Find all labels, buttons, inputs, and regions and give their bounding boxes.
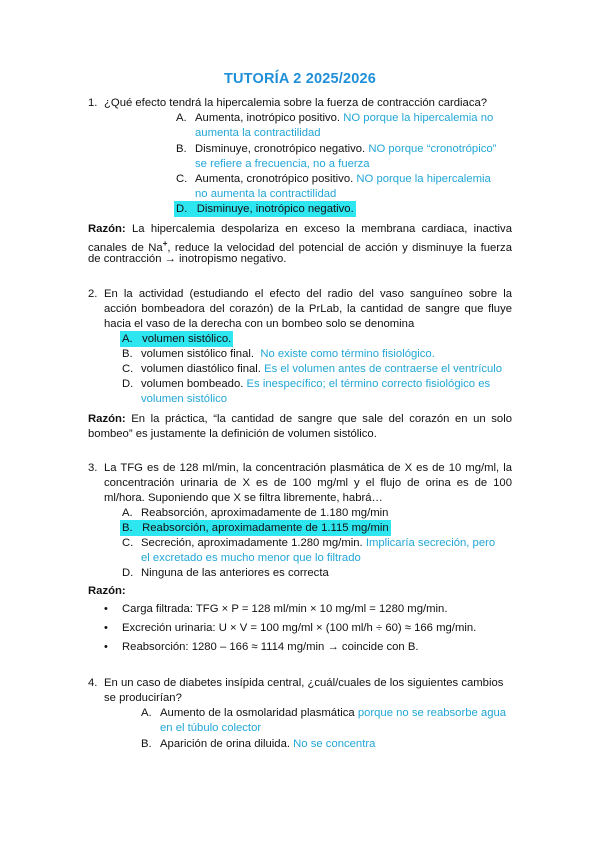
question-text: ¿Qué efecto tendrá la hipercalemia sobre la fuerza de contracción cardiaca? — [104, 97, 488, 109]
bullet-dot: • — [104, 641, 108, 653]
option-c: volumen diastólico final. Es el volumen antes de contraerse el ventrículo — [141, 363, 503, 375]
option-letter: B. — [141, 738, 152, 750]
option-letter: B. — [176, 143, 187, 155]
option-letter: D. — [122, 567, 134, 579]
option-letter: B. — [122, 348, 133, 360]
option-d: Ninguna de las anteriores es correcta — [141, 567, 329, 579]
question-text: ml/hora. Suponiendo que X se filtra libremente, habrá… — [104, 492, 383, 504]
option-letter: A. — [141, 707, 152, 719]
reason-label: Razón: — [88, 413, 126, 425]
reason-line: Razón: En la práctica, “la cantidad de sangre que sale del corazón en un solo — [88, 413, 512, 425]
option-note: no aumenta la contractilidad — [195, 188, 337, 200]
question-text: hacia el vaso de la derecha con un bombeo solo se denomina — [104, 318, 415, 330]
option-b: Disminuye, cronotrópico negativo. NO porque “cronotrópico” — [195, 143, 497, 155]
option-letter: C. — [176, 173, 188, 185]
question-text: acción bombeadora del corazón) de la PrLab, la cantidad de sangre que fluye — [104, 303, 512, 315]
reason-line: bombeo” es justamente la definición de volumen sistólico. — [88, 428, 377, 440]
question-number: 4. — [88, 677, 98, 689]
option-note: Es el volumen antes de contraerse el ventrículo — [264, 363, 503, 375]
question-text: concentración urinaria de X es de 100 mg/ml y el flujo de orina es de 100 — [104, 477, 512, 489]
option-note: NO porque la hipercalemia no — [343, 112, 494, 124]
option-b-correct: B. Reabsorción, aproximadamente de 1.115 mg/min — [122, 522, 389, 534]
reason-label: Razón: — [88, 585, 126, 597]
reason-bullet: Carga filtrada: TFG × P = 128 ml/min × 10 mg/ml = 1280 mg/min. — [122, 603, 448, 615]
option-a-correct: A. volumen sistólico. — [122, 333, 232, 345]
option-note: No existe como término fisiológico. — [260, 348, 435, 360]
option-letter: C. — [122, 537, 134, 549]
option-note: Es inespecífico; el término correcto fisiológico es — [246, 378, 491, 390]
option-note: porque no se reabsorbe agua — [357, 707, 507, 719]
question-text: En un caso de diabetes insípida central, ¿cuál/cuales de los siguientes cambios — [104, 677, 504, 689]
reason-line: canales de Na+, reduce la velocidad del potencial de acción y disminuye la fuerza — [88, 239, 512, 254]
option-note: en el túbulo colector — [160, 722, 262, 734]
option-note: NO porque la hipercalemia — [356, 173, 491, 185]
bullet-dot: • — [104, 622, 108, 634]
option-letter: C. — [122, 363, 134, 375]
option-note: volumen sistólico — [141, 393, 228, 405]
reason-line: de contracción → inotropismo negativo. — [88, 253, 287, 265]
question-text: La TFG es de 128 ml/min, la concentración plasmática de X es de 10 mg/ml, la — [104, 462, 512, 474]
page-title: TUTORÍA 2 2025/2026 — [223, 71, 377, 87]
option-a: Reabsorción, aproximadamente de 1.180 mg/min — [141, 507, 389, 519]
option-letter: A. — [122, 507, 133, 519]
option-note: el excretado es mucho menor que lo filtrado — [141, 552, 361, 564]
question-number: 2. — [88, 288, 98, 300]
reason-bullet: Reabsorción: 1280 – 166 ≈ 1114 mg/min → coincide con B. — [122, 641, 419, 653]
question-text: se producirían? — [104, 692, 182, 704]
reason-bullet: Excreción urinaria: U × V = 100 mg/ml × (100 ml/h ÷ 60) ≈ 166 mg/min. — [122, 622, 477, 634]
option-note: No se concentra — [293, 738, 376, 750]
option-letter: D. — [122, 378, 134, 390]
option-b: volumen sistólico final. No existe como término fisiológico. — [141, 348, 435, 360]
option-a: Aumenta, inotrópico positivo. NO porque la hipercalemia no — [195, 112, 494, 124]
reason-line: Razón: La hipercalemia despolariza en exceso la membrana cardiaca, inactiva — [88, 223, 512, 235]
option-b: Aparición de orina diluida. No se concentra — [160, 738, 376, 750]
option-note: aumenta la contractilidad — [195, 127, 321, 139]
option-note: Implicaría secreción, pero — [365, 537, 496, 549]
question-number: 1. — [88, 97, 98, 109]
option-c: Aumenta, cronotrópico positivo. NO porque la hipercalemia — [195, 173, 491, 185]
option-a: Aumento de la osmolaridad plasmática porque no se reabsorbe agua — [160, 707, 507, 719]
bullet-dot: • — [104, 603, 108, 615]
option-d-correct: D. Disminuye, inotrópico negativo. — [176, 203, 354, 215]
option-letter: A. — [176, 112, 187, 124]
option-note: se refiere a frecuencia, no a fuerza — [195, 158, 370, 170]
option-d: volumen bombeado. Es inespecífico; el término correcto fisiológico es — [141, 378, 491, 390]
option-note: NO porque “cronotrópico” — [368, 143, 497, 155]
question-text: En la actividad (estudiando el efecto del radio del vaso sanguíneo sobre la — [104, 288, 512, 300]
reason-label: Razón: — [88, 223, 126, 235]
question-number: 3. — [88, 462, 98, 474]
option-c: Secreción, aproximadamente 1.280 mg/min. Implicaría secreción, pero — [141, 537, 496, 549]
